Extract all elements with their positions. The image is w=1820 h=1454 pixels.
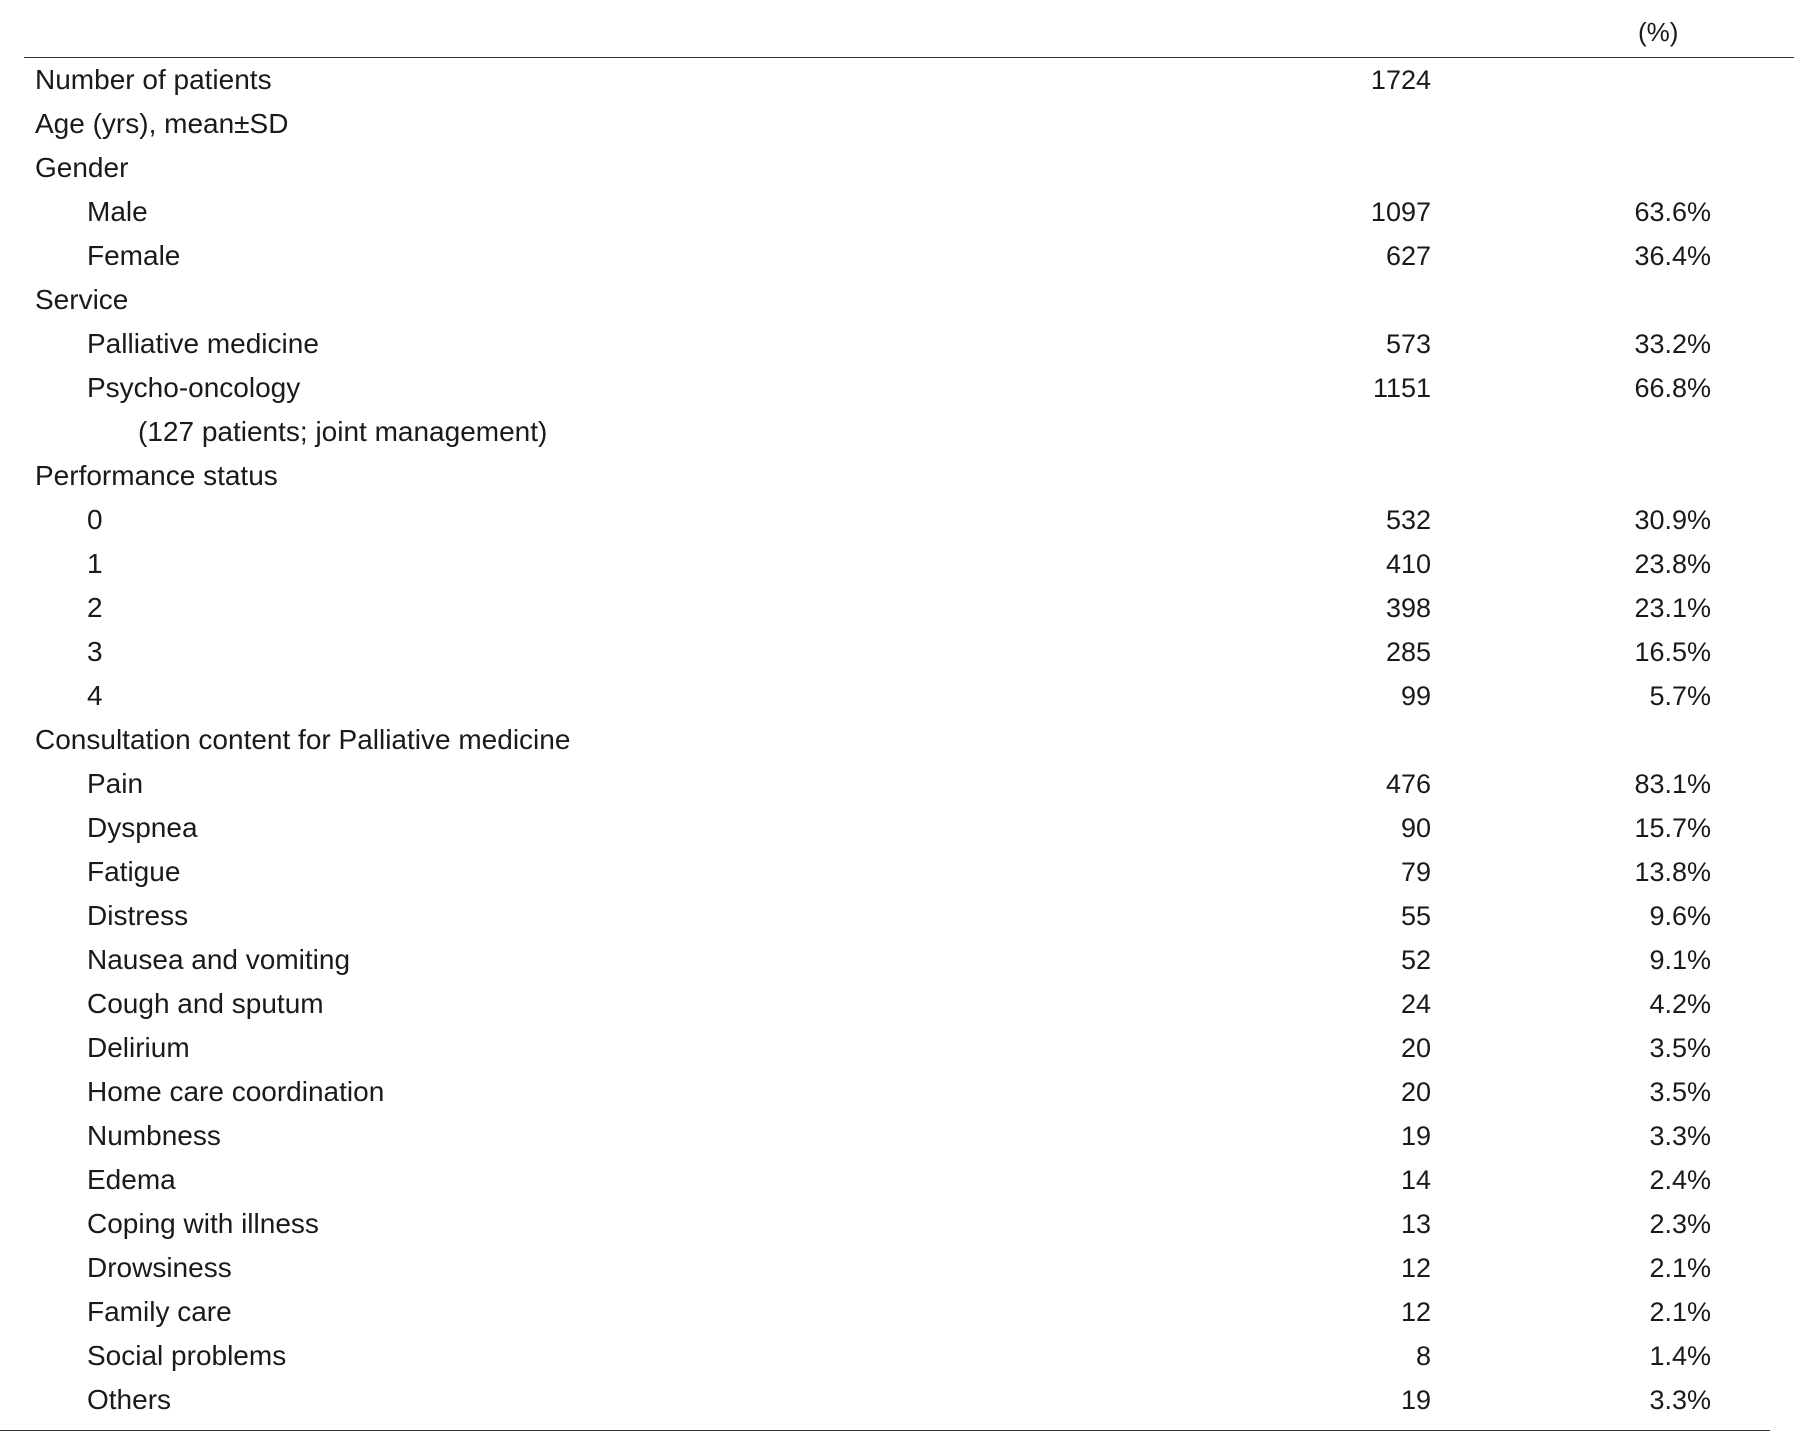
row-percent: 1.4% xyxy=(1649,1341,1711,1371)
row-count: 55 xyxy=(1400,901,1431,931)
row-count: 79 xyxy=(1400,857,1431,887)
row-percent: 83.1% xyxy=(1634,769,1711,799)
row-label: Family care xyxy=(87,1296,232,1327)
table-row xyxy=(24,498,1794,542)
row-label: Male xyxy=(87,196,148,227)
table-row xyxy=(24,586,1794,630)
row-count: 12 xyxy=(1400,1297,1431,1327)
percent-column-header: (%) xyxy=(1638,17,1679,47)
row-label: Edema xyxy=(87,1164,176,1195)
row-label: Gender xyxy=(35,152,129,183)
table-row xyxy=(24,762,1794,806)
row-count: 1151 xyxy=(1372,373,1431,403)
row-label: 3 xyxy=(87,636,103,667)
table-row xyxy=(24,850,1794,894)
row-count: 398 xyxy=(1385,593,1431,623)
table-row xyxy=(24,146,1794,190)
row-percent: 66.8% xyxy=(1634,373,1711,403)
table-bottom-rule xyxy=(0,1430,1770,1431)
table-body xyxy=(24,58,1794,1422)
row-label: 4 xyxy=(87,680,103,711)
row-count: 19 xyxy=(1400,1385,1431,1415)
table-row xyxy=(24,58,1794,102)
row-label: 2 xyxy=(87,592,103,623)
row-count: 24 xyxy=(1400,989,1431,1019)
row-count: 627 xyxy=(1385,241,1431,271)
row-label: Cough and sputum xyxy=(87,988,324,1019)
row-label: Delirium xyxy=(87,1032,190,1063)
row-percent: 9.1% xyxy=(1649,945,1711,975)
row-label: 0 xyxy=(87,504,103,535)
table-row xyxy=(24,938,1794,982)
row-count: 90 xyxy=(1400,813,1431,843)
row-label: Consultation content for Palliative medicine xyxy=(35,724,571,755)
row-label: Psycho-oncology xyxy=(87,372,301,403)
table-row xyxy=(24,1378,1794,1422)
row-count: 8 xyxy=(1415,1341,1431,1371)
row-label: Female xyxy=(87,240,181,271)
row-label: Age (yrs), mean±SD xyxy=(35,108,289,139)
row-label: Palliative medicine xyxy=(87,328,319,359)
table-row xyxy=(24,1026,1794,1070)
table-row xyxy=(24,894,1794,938)
table-row xyxy=(24,278,1794,322)
table-row xyxy=(24,1158,1794,1202)
row-percent: 23.1% xyxy=(1634,593,1711,623)
row-count: 573 xyxy=(1385,329,1431,359)
row-label: Numbness xyxy=(87,1120,221,1151)
table-row xyxy=(24,102,1794,146)
row-percent: 63.6% xyxy=(1634,197,1711,227)
row-label: Service xyxy=(35,284,129,315)
table-row xyxy=(24,1070,1794,1114)
row-count: 532 xyxy=(1385,505,1431,535)
row-count: 1097 xyxy=(1370,197,1431,227)
row-percent: 9.6% xyxy=(1649,901,1711,931)
row-count: 20 xyxy=(1400,1077,1431,1107)
table-row xyxy=(24,718,1794,762)
row-label: Pain xyxy=(87,768,144,799)
table-row xyxy=(24,806,1794,850)
row-percent: 33.2% xyxy=(1634,329,1711,359)
row-count: 13 xyxy=(1400,1209,1431,1239)
row-count: 14 xyxy=(1400,1165,1431,1195)
row-percent: 3.3% xyxy=(1649,1121,1711,1151)
table-row xyxy=(24,1246,1794,1290)
row-count: 1724 xyxy=(1370,65,1431,95)
row-percent: 30.9% xyxy=(1634,505,1711,535)
table-header xyxy=(24,0,1794,58)
table-row xyxy=(24,410,1794,454)
row-label: Dyspnea xyxy=(87,812,198,843)
table-row xyxy=(24,190,1794,234)
row-label: Performance status xyxy=(35,460,278,491)
table-row xyxy=(24,542,1794,586)
table-row xyxy=(24,322,1794,366)
row-label: Nausea and vomiting xyxy=(87,944,351,975)
row-percent: 2.3% xyxy=(1649,1209,1711,1239)
table-row xyxy=(24,1202,1794,1246)
row-label: Social problems xyxy=(87,1340,287,1371)
row-count: 285 xyxy=(1385,637,1431,667)
row-label: Fatigue xyxy=(87,856,181,887)
row-label: (127 patients; joint management) xyxy=(138,416,548,447)
row-percent: 5.7% xyxy=(1649,681,1711,711)
table-row xyxy=(24,1114,1794,1158)
table-row xyxy=(24,454,1794,498)
table-row xyxy=(24,366,1794,410)
row-percent: 2.1% xyxy=(1649,1253,1711,1283)
patient-characteristics-table xyxy=(24,0,1794,1422)
row-count: 20 xyxy=(1400,1033,1431,1063)
table-row xyxy=(24,1290,1794,1334)
row-label: 1 xyxy=(87,548,103,579)
table-row xyxy=(24,234,1794,278)
row-label: Drowsiness xyxy=(87,1252,232,1283)
row-percent: 36.4% xyxy=(1634,241,1711,271)
row-count: 12 xyxy=(1400,1253,1431,1283)
row-percent: 16.5% xyxy=(1634,637,1711,667)
table-row xyxy=(24,674,1794,718)
row-percent: 15.7% xyxy=(1634,813,1711,843)
row-count: 476 xyxy=(1385,769,1431,799)
row-percent: 4.2% xyxy=(1649,989,1711,1019)
row-count: 410 xyxy=(1385,549,1431,579)
row-percent: 3.3% xyxy=(1649,1385,1711,1415)
row-label: Others xyxy=(87,1384,172,1415)
row-percent: 3.5% xyxy=(1649,1077,1711,1107)
table-row xyxy=(24,982,1794,1026)
row-label: Home care coordination xyxy=(87,1076,385,1107)
row-percent: 23.8% xyxy=(1634,549,1711,579)
row-percent: 13.8% xyxy=(1634,857,1711,887)
table-row xyxy=(24,630,1794,674)
row-label: Coping with illness xyxy=(87,1208,319,1239)
row-percent: 2.1% xyxy=(1649,1297,1711,1327)
row-label: Number of patients xyxy=(35,64,272,95)
row-label: Distress xyxy=(87,900,189,931)
row-percent: 3.5% xyxy=(1649,1033,1711,1063)
row-percent: 2.4% xyxy=(1649,1165,1711,1195)
row-count: 99 xyxy=(1400,681,1431,711)
row-count: 52 xyxy=(1400,945,1431,975)
table-row xyxy=(24,1334,1794,1378)
row-count: 19 xyxy=(1400,1121,1431,1151)
